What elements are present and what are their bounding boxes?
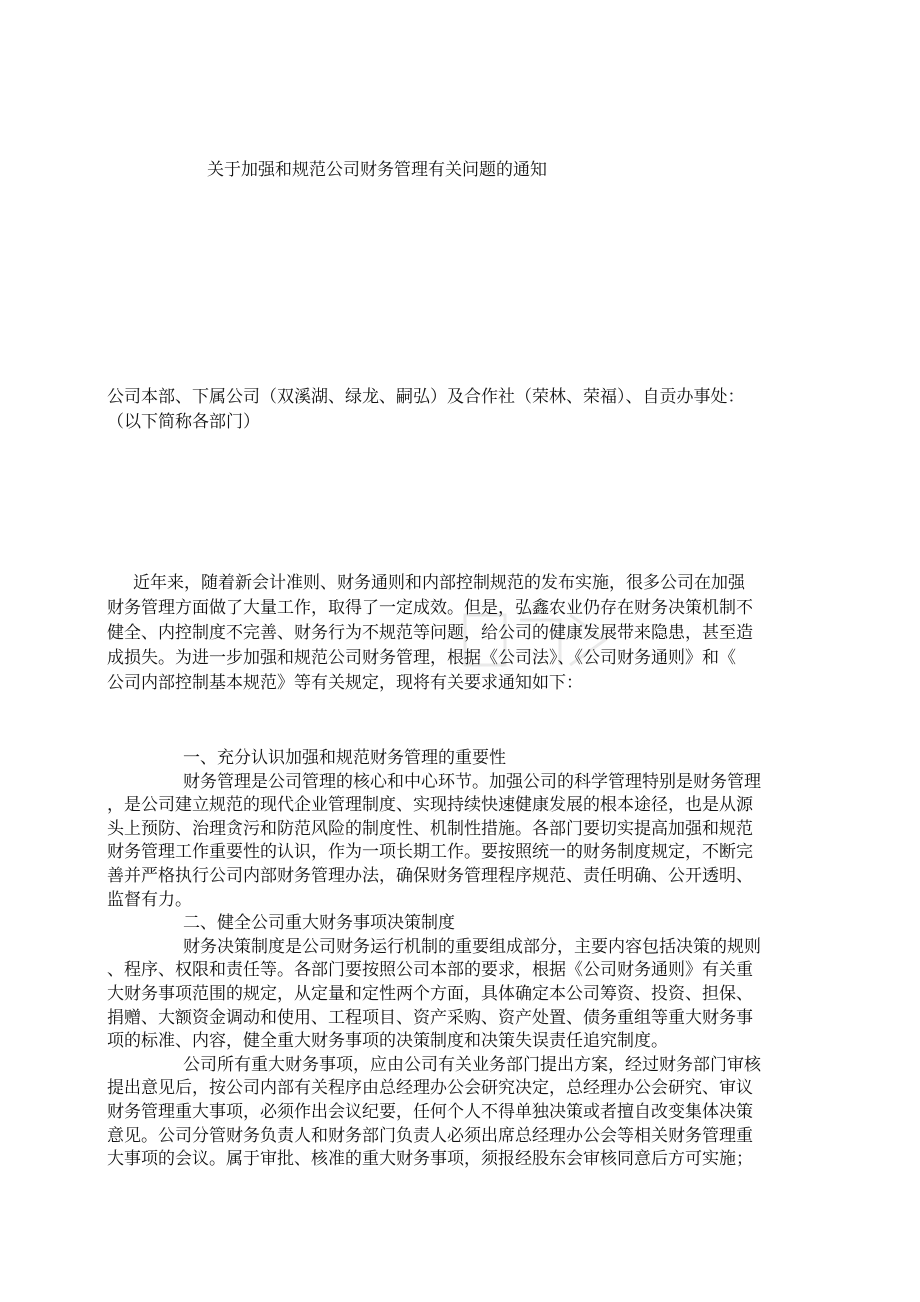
addressee-line: （以下简称各部门） [107, 412, 260, 432]
section2-paragraph-line: 项的标准、内容，健全重大财务事项的决策制度和决策失误责任追究制度。 [107, 1031, 668, 1052]
section2-paragraph-line: 财务决策制度是公司财务运行机制的重要组成部分，主要内容包括决策的规则 [183, 936, 761, 957]
section-heading: 一、充分认识加强和规范财务管理的重要性 [183, 748, 506, 768]
section2-paragraph-line: 提出意见后，按公司内部有关程序由总经理办公会研究决定，总经理办公会研究、审议 [107, 1078, 753, 1099]
section2-paragraph-line: 、程序、权限和责任等。各部门要按照公司本部的要求，根据《公司财务通则》有关重 [107, 960, 753, 981]
section1-paragraph-line: 头上预防、治理贪污和防范风险的制度性、机制性措施。各部门要切实提高加强和规范 [107, 818, 753, 839]
section1-paragraph-line: 财务管理是公司管理的核心和中心环节。加强公司的科学管理特别是财务管理 [183, 771, 761, 792]
section2-paragraph-line: 大财务事项范围的规定，从定量和定性两个方面，具体确定本公司筹资、投资、担保、 [107, 983, 753, 1004]
section2-paragraph-line: 意见。公司分管财务负责人和财务部门负责人必须出席总经理办公会等相关财务管理重 [107, 1125, 753, 1146]
section2-paragraph-line: 捐赠、大额资金调动和使用、工程项目、资产采购、资产处置、债务重组等重大财务事 [107, 1007, 753, 1028]
section1-paragraph-line: 善并严格执行公司内部财务管理办法，确保财务管理程序规范、责任明确、公开透明、 [107, 865, 753, 886]
intro-line: 财务管理方面做了大量工作，取得了一定成效。但是，弘鑫农业仍存在财务决策机制不 [107, 598, 753, 618]
intro-line: 成损失。为进一步加强和规范公司财务管理，根据《公司法》、《公司财务通则》和《 [107, 648, 736, 668]
section2-paragraph-line: 公司所有重大财务事项，应由公司有关业务部门提出方案，经过财务部门审核 [183, 1054, 761, 1075]
section1-paragraph-line: 财务管理工作重要性的认识，作为一项长期工作。要按照统一的财务制度规定，不断完 [107, 842, 753, 863]
section2-paragraph-line: 大事项的会议。属于审批、核准的重大财务事项，须报经股东会审核同意后方可实施； [107, 1149, 753, 1170]
section2-paragraph-line: 财务管理重大事项，必须作出会议纪要，任何个人不得单独决策或者擅自改变集体决策 [107, 1101, 753, 1122]
intro-line: 公司内部控制基本规范》等有关规定，现将有关要求通知如下： [107, 673, 583, 693]
intro-line: 健全、内控制度不完善、财务行为不规范等问题，给公司的健康发展带来隐患，甚至造 [107, 623, 753, 643]
addressee-line: 公司本部、下属公司（双溪湖、绿龙、嗣弘）及合作社（荣林、荣福）、自贡办事处： [107, 387, 745, 407]
addressee-block [107, 385, 813, 435]
document-body [107, 747, 813, 1172]
section-heading: 二、健全公司重大财务事项决策制度 [183, 913, 455, 934]
section1-paragraph-line: 监督有力。 [107, 889, 192, 910]
document-title: 关于加强和规范公司财务管理有关问题的通知 [207, 160, 547, 180]
section1-paragraph-line: ，是公司建立规范的现代企业管理制度、实现持续快速健康发展的根本途径，也是从源 [107, 795, 753, 816]
intro-paragraph [107, 571, 813, 696]
intro-line: 近年来，随着新会计准则、财务通则和内部控制规范的发布实施，很多公司在加强 [133, 573, 745, 593]
